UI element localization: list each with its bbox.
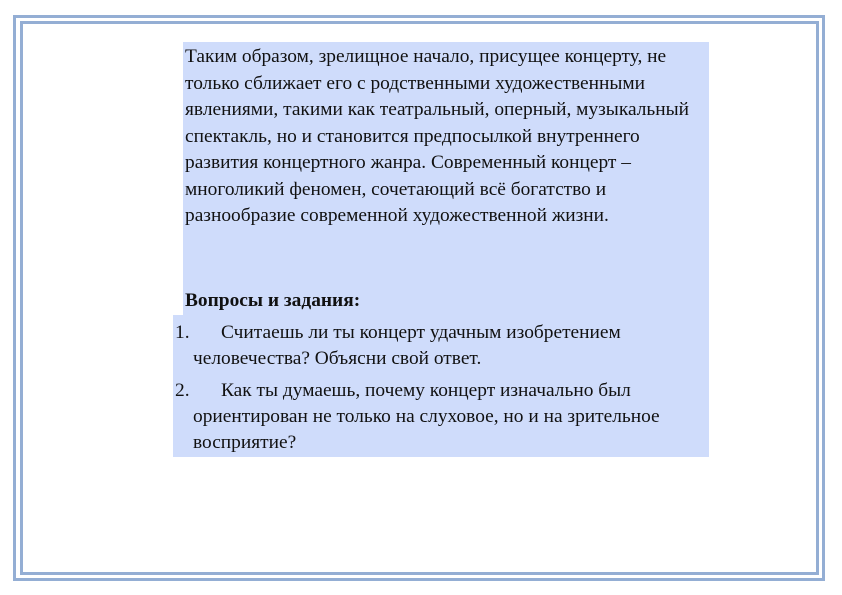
question-item <box>173 320 709 372</box>
body-paragraph: Таким образом, зрелищное начало, присущее концерту, не только сближает его с родственными художественными явлениями, такими как театральный, оперный, музыкальный спектакль, но и становится предпосылкой внутреннего развития концертного жанра. Современный концерт – многоликий феномен, сочетающий всё богатство и разнообразие современной художественной жизни. <box>185 46 690 226</box>
question-number: 2. <box>175 380 190 401</box>
question-item <box>173 378 709 456</box>
question-number: 1. <box>175 322 190 343</box>
question-text: Как ты думаешь, почему концерт изначально был ориентирован не только на слуховое, но и на зрительное восприятие? <box>193 380 660 453</box>
question-text: Считаешь ли ты концерт удачным изобретением человечества? Объясни свой ответ. <box>193 322 621 369</box>
questions-heading: Вопросы и задания: <box>185 290 361 311</box>
